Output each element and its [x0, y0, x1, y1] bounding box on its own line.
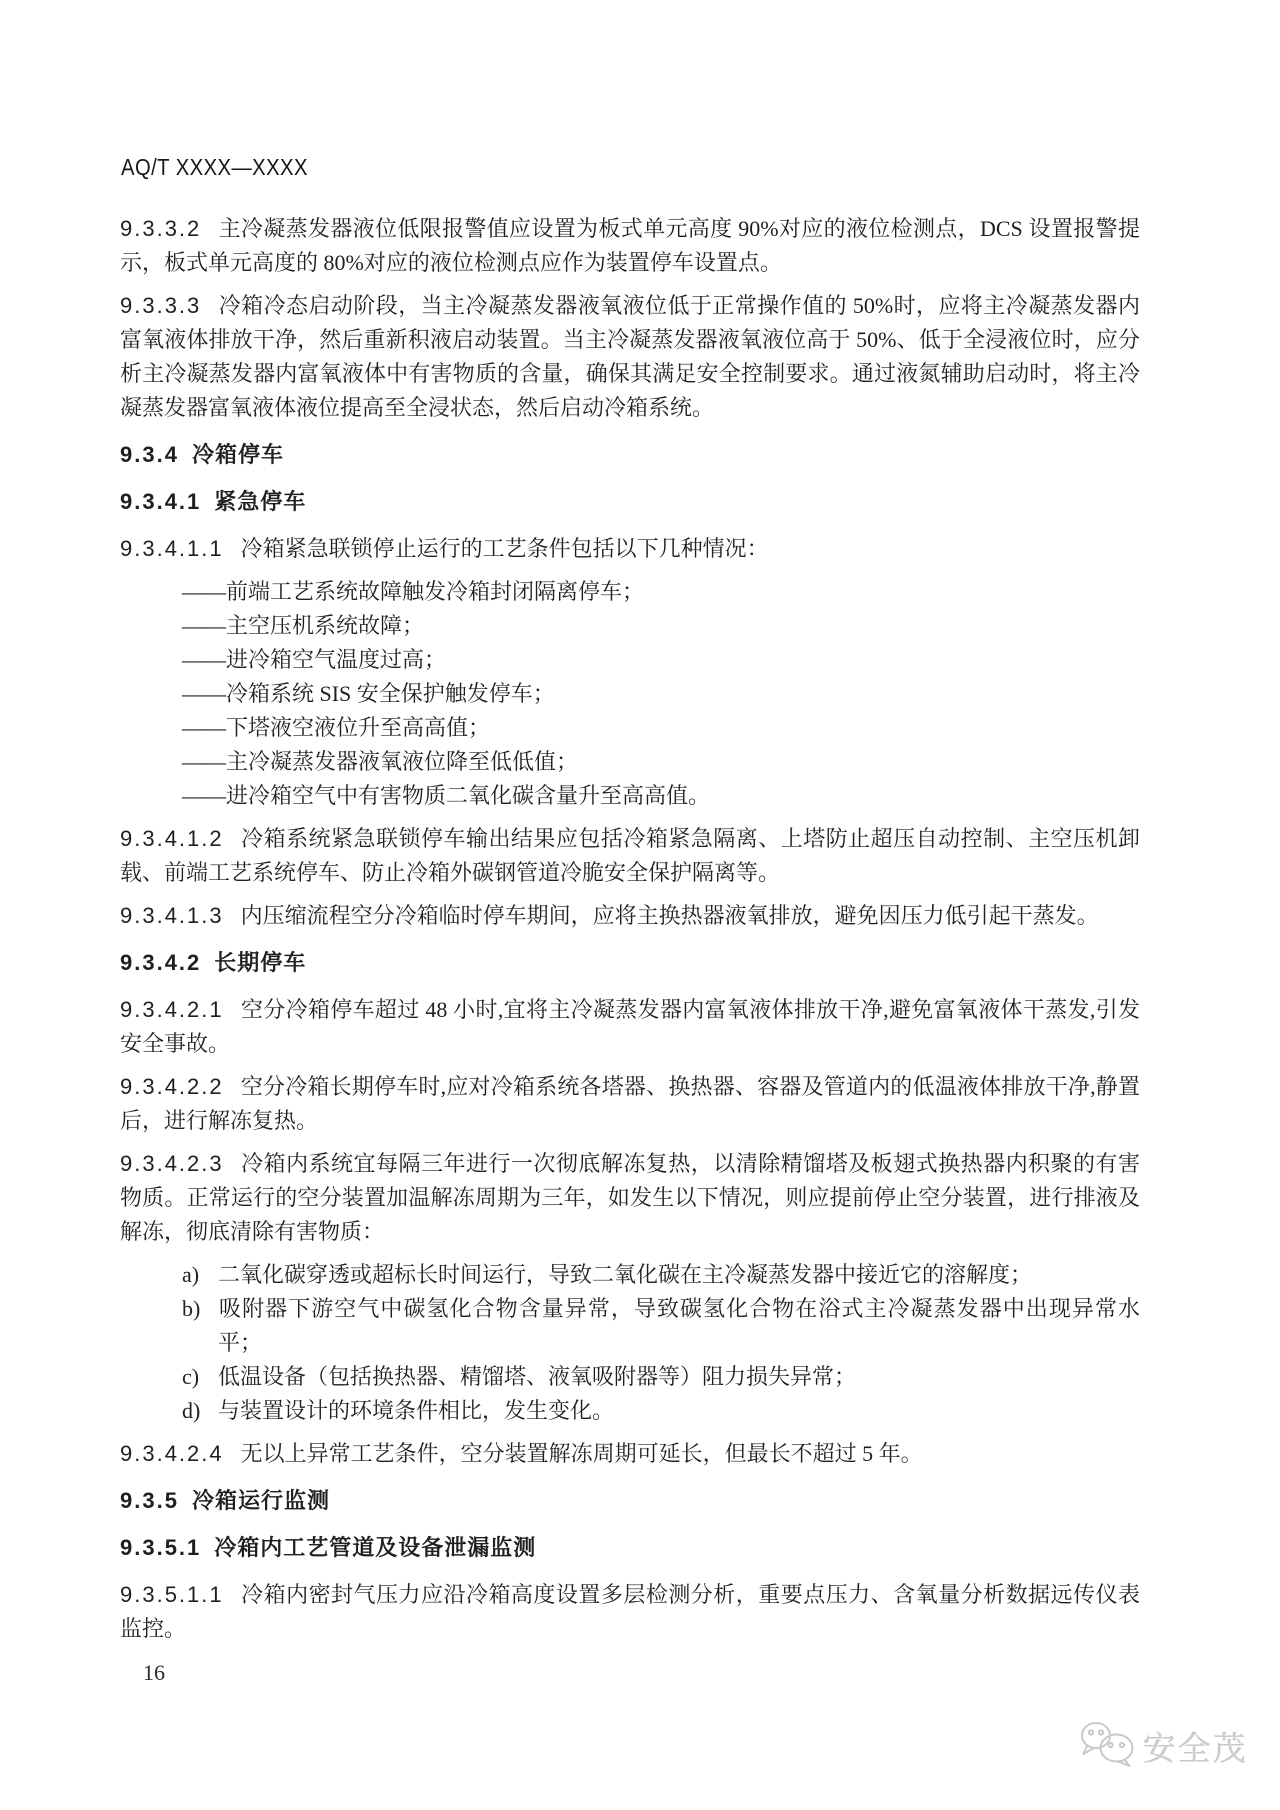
list-item-text: 与装置设计的环境条件相比，发生变化。 — [218, 1398, 615, 1423]
heading-9.3.5.1 — [120, 1531, 1140, 1565]
clause-text: 空分冷箱长期停车时,应对冷箱系统各塔器、换热器、容器及管道内的低温液体排放干净,静置后，进行解冻复热。 — [120, 1074, 1140, 1133]
clause-9.3.4.2.3 — [120, 1147, 1140, 1249]
clause-number: 9.3.3.3 — [120, 293, 202, 318]
lettered-list-item-c — [120, 1360, 1140, 1394]
clause-9.3.4.1.2 — [120, 822, 1140, 890]
clause-9.3.4.1.1 — [120, 532, 1140, 566]
doc-number-header: AQ/T XXXX—XXXX — [121, 154, 308, 180]
clause-9.3.4.1.3 — [120, 899, 1140, 933]
document-body — [120, 203, 1140, 1655]
clause-text: 主冷凝蒸发器液位低限报警值应设置为板式单元高度 90%对应的液位检测点，DCS 设置报警提示，板式单元高度的 80%对应的液位检测点应作为装置停车设置点。 — [120, 216, 1140, 275]
lettered-list-item-d — [120, 1394, 1140, 1428]
wechat-chat-bubbles-icon — [1078, 1720, 1136, 1773]
clause-9.3.3.2 — [120, 212, 1140, 280]
clause-text: 冷箱系统紧急联锁停车输出结果应包括冷箱紧急隔离、上塔防止超压自动控制、主空压机卸载、前端工艺系统停车、防止冷箱外碳钢管道冷脆安全保护隔离等。 — [120, 826, 1140, 885]
heading-text: 紧急停车 — [214, 489, 307, 514]
watermark — [1078, 1720, 1248, 1773]
lettered-list-item-a — [120, 1258, 1140, 1292]
list-marker: c) — [182, 1364, 200, 1389]
watermark-text: 安全茂 — [1143, 1730, 1248, 1767]
heading-text: 冷箱内工艺管道及设备泄漏监测 — [214, 1535, 537, 1560]
clause-text: 内压缩流程空分冷箱临时停车期间，应将主换热器液氧排放，避免因压力低引起干蒸发。 — [240, 903, 1099, 928]
clause-number: 9.3.4.1.1 — [120, 536, 224, 561]
clause-text: 冷箱内系统宜每隔三年进行一次彻底解冻复热，以清除精馏塔及板翅式换热器内积聚的有害物质。正常运行的空分装置加温解冻周期为三年，如发生以下情况，则应提前停止空分装置，进行排液及解冻，彻底清除有害物质： — [120, 1151, 1140, 1244]
clause-number: 9.3.4.2.1 — [120, 997, 224, 1022]
clause-number: 9.3.4.1.3 — [120, 903, 224, 928]
heading-text: 长期停车 — [214, 950, 307, 975]
heading-number: 9.3.5 — [120, 1488, 179, 1513]
heading-text: 冷箱停车 — [191, 442, 284, 467]
clause-text: 冷箱紧急联锁停止运行的工艺条件包括以下几种情况： — [240, 536, 769, 561]
dash-list-item: ——主冷凝蒸发器液氧液位降至低低值； — [182, 749, 579, 774]
page-number: 16 — [143, 1660, 165, 1685]
clause-text: 无以上异常工艺条件，空分装置解冻周期可延长，但最长不超过 5 年。 — [240, 1441, 923, 1466]
clause-9.3.5.1.1 — [120, 1578, 1140, 1646]
list-item-text: 低温设备（包括换热器、精馏塔、液氧吸附器等）阻力损失异常； — [218, 1364, 857, 1389]
list-marker: d) — [182, 1398, 201, 1423]
clause-number: 9.3.4.2.3 — [120, 1151, 224, 1176]
heading-9.3.4 — [120, 438, 1140, 472]
list-item-text: 吸附器下游空气中碳氢化合物含量异常，导致碳氢化合物在浴式主冷凝蒸发器中出现异常水平； — [218, 1296, 1140, 1355]
dash-list-item: ——主空压机系统故障； — [182, 613, 425, 638]
clause-number: 9.3.4.2.4 — [120, 1441, 224, 1466]
clause-9.3.4.2.2 — [120, 1070, 1140, 1138]
heading-9.3.4.2 — [120, 946, 1140, 980]
dash-list-item: ——冷箱系统 SIS 安全保护触发停车； — [182, 681, 555, 706]
list-item-text: 二氧化碳穿透或超标长时间运行，导致二氧化碳在主冷凝蒸发器中接近它的溶解度； — [218, 1262, 1033, 1287]
dash-list-item: ——下塔液空液位升至高高值； — [182, 715, 491, 740]
clause-9.3.4.2.1 — [120, 993, 1140, 1061]
heading-number: 9.3.5.1 — [120, 1535, 202, 1560]
clause-text: 冷箱内密封气压力应沿冷箱高度设置多层检测分析，重要点压力、含氧量分析数据远传仪表监控。 — [120, 1582, 1140, 1641]
clause-9.3.3.3 — [120, 289, 1140, 425]
heading-number: 9.3.4.1 — [120, 489, 202, 514]
list-marker: b) — [182, 1296, 201, 1321]
clause-number: 9.3.5.1.1 — [120, 1582, 224, 1607]
clause-number: 9.3.3.2 — [120, 216, 202, 241]
dash-list-item: ——进冷箱空气温度过高； — [182, 647, 447, 672]
heading-9.3.5 — [120, 1484, 1140, 1518]
heading-number: 9.3.4 — [120, 442, 179, 467]
dash-list-item: ——进冷箱空气中有害物质二氧化碳含量升至高高值。 — [182, 783, 711, 808]
clause-text: 空分冷箱停车超过 48 小时,宜将主冷凝蒸发器内富氧液体排放干净,避免富氧液体干蒸发,引发安全事故。 — [120, 997, 1140, 1056]
heading-9.3.4.1 — [120, 485, 1140, 519]
clause-number: 9.3.4.2.2 — [120, 1074, 224, 1099]
clause-9.3.4.2.4 — [120, 1437, 1140, 1471]
clause-text: 冷箱冷态启动阶段，当主冷凝蒸发器液氧液位低于正常操作值的 50%时，应将主冷凝蒸发器内富氧液体排放干净，然后重新积液启动装置。当主冷凝蒸发器液氧液位高于 50%、低于全浸液位时，应分析主冷凝蒸发器内富氧液体中有害物质的含量，确保其满足安全控制要求。通过液氮辅助启动时，将主冷凝蒸发器富氧液体液位提高至全浸状态，然后启动冷箱系统。 — [120, 293, 1140, 420]
list-marker: a) — [182, 1262, 200, 1287]
heading-text: 冷箱运行监测 — [191, 1488, 330, 1513]
clause-number: 9.3.4.1.2 — [120, 826, 224, 851]
dash-list-item: ——前端工艺系统故障触发冷箱封闭隔离停车； — [182, 579, 645, 604]
heading-number: 9.3.4.2 — [120, 950, 202, 975]
lettered-list-item-b — [120, 1292, 1140, 1360]
